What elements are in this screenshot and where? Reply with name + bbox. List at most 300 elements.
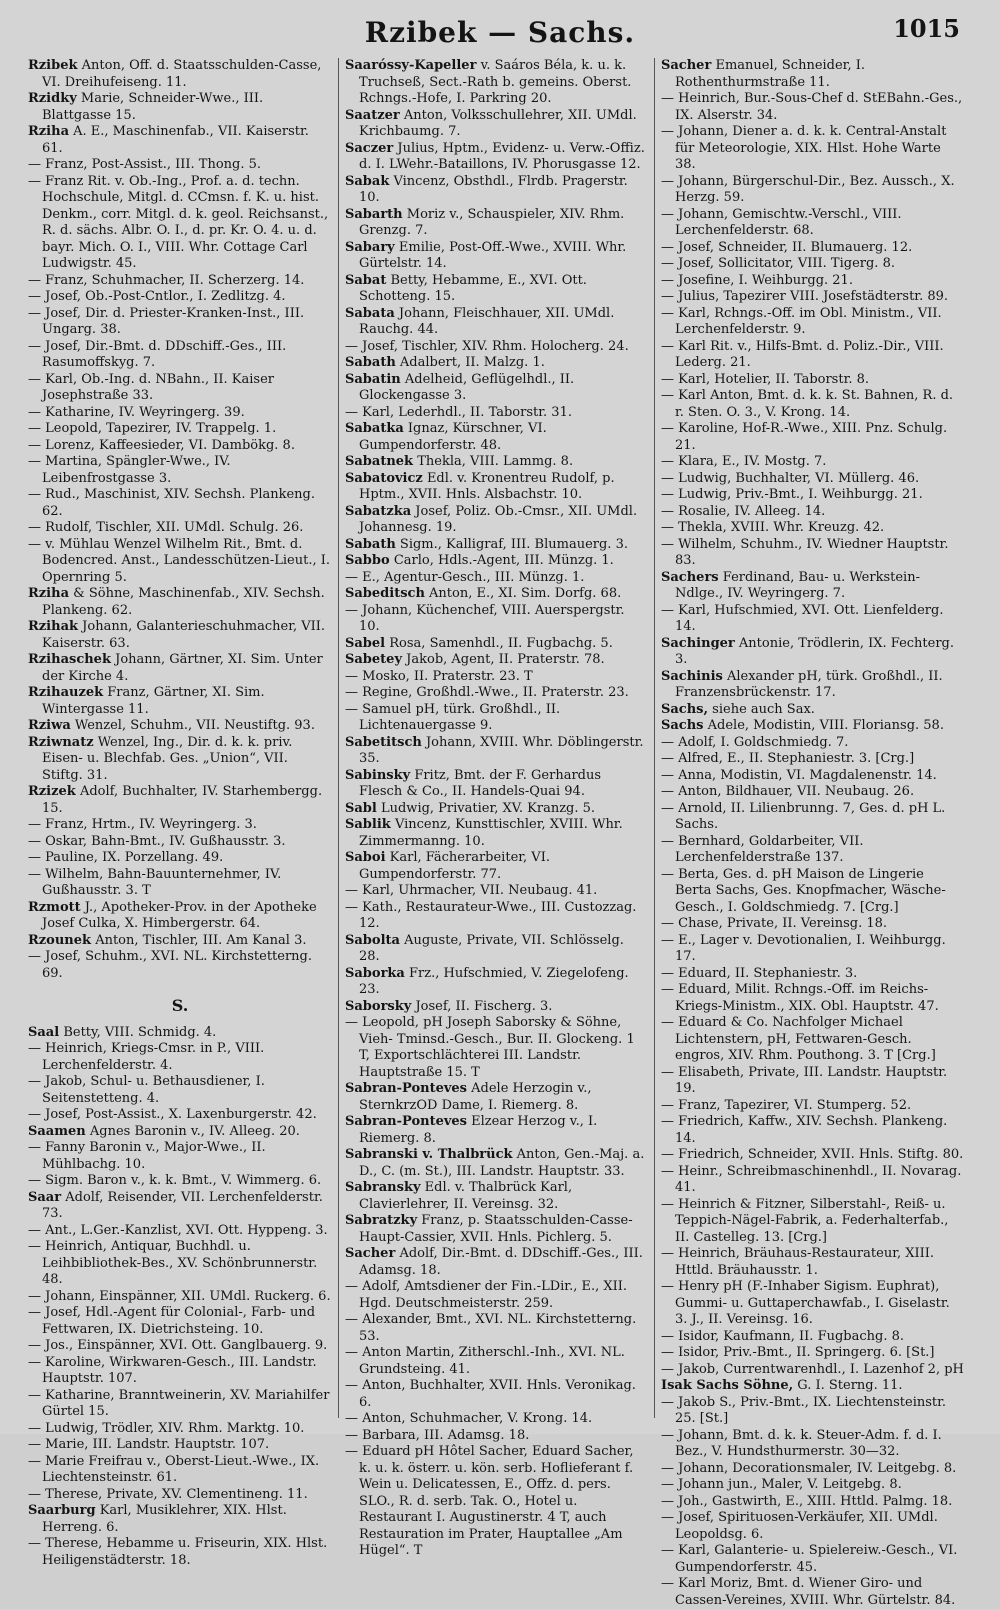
entry-details: — Heinrich, Bräuhaus-Restaurateur, XIII. Httld. Bräuhausstr. 1. (661, 1246, 935, 1278)
entry-surname: Saczer (345, 140, 394, 156)
entry-details: — Karl, Lederhdl., II. Taborstr. 31. (345, 404, 572, 420)
directory-entry (28, 1355, 332, 1388)
entry-details: Auguste, Private, VII. Schlösselg. 28. (359, 932, 624, 964)
directory-entry (345, 537, 648, 554)
directory-entry (28, 1305, 332, 1338)
directory-entry (345, 1147, 648, 1180)
entry-details: — Franz, Tapezirer, VI. Stumperg. 52. (661, 1097, 912, 1113)
directory-entry (28, 1487, 332, 1504)
entry-details: — Bernhard, Goldarbeiter, VII. Lerchenfelderstraße 137. (661, 833, 864, 865)
entry-details: Adele, Modistin, VIII. Floriansg. 58. (707, 718, 944, 733)
entry-details: — Alfred, E., II. Stephaniestr. 3. [Crg.] (661, 751, 915, 766)
directory-entry (661, 339, 964, 372)
directory-entry (345, 900, 648, 933)
directory-entry (28, 718, 332, 735)
directory-entry (345, 355, 648, 372)
directory-entry (345, 141, 648, 174)
entry-details: — Josef, Tischler, XIV. Rhm. Holocherg. 24. (345, 338, 629, 354)
entry-surname: Sabarth (345, 206, 403, 222)
directory-entry (28, 58, 332, 91)
entry-details: — Josef, Spirituosen-Verkäufer, XII. UMdl. Leopoldsg. 6. (661, 1510, 938, 1542)
directory-entry (661, 1494, 964, 1511)
page-title: Rzibek — Sachs. (364, 16, 636, 49)
directory-entry (345, 636, 648, 653)
directory-entry (345, 240, 648, 273)
entry-details: — Isidor, Priv.-Bmt., II. Springerg. 6. [St.] (661, 1345, 935, 1360)
entry-details: Wenzel, Schuhm., VII. Neustiftg. 93. (74, 718, 315, 733)
entry-details: — Josef, Ob.-Post-Cntlor., I. Zedlitzg. 4. (28, 289, 286, 304)
entry-details: — Ludwig, Trödler, XIV. Rhm. Marktg. 10. (28, 1420, 305, 1436)
entry-surname: Sabary (345, 239, 395, 255)
entry-details: — Anton, Schuhmacher, V. Krong. 14. (345, 1411, 593, 1426)
entry-details: Adolf, Buchhalter, IV. Starhembergg. 15. (42, 784, 323, 816)
directory-entry (28, 157, 332, 174)
entry-details: — Josef, Schuhm., XVI. NL. Kirchstetterng. 69. (28, 949, 313, 981)
directory-entry (661, 91, 964, 124)
directory-entry (661, 207, 964, 240)
entry-details: — Franz Rit. v. Ob.-Ing., Prof. a. d. techn. Hochschule, Mitgl. d. CCmsn. f. K. u. hist. Denkm., corr. Mitgl. d. k. geol. Reichsanst., R. d. sächs. Albr. O. I., d. pr. Kr. O. 4. u. d. bayr. Mich. O. I., VIII. Whr. Cottage Carl Ludwigstr. 45. (28, 173, 329, 271)
entry-details: — Johann, Diener a. d. k. k. Central-Anstalt für Meteorologie, XIX. Hlst. Hohe Warte 38. (661, 124, 947, 172)
directory-entry (661, 520, 964, 537)
entry-details: G. I. Sterng. 11. (797, 1378, 903, 1393)
entry-details: — Eduard, II. Stephaniestr. 3. (661, 965, 858, 981)
entry-surname: Rziwnatz (28, 734, 94, 750)
entry-surname: Sabratzky (345, 1213, 418, 1228)
entry-details: Adolf, Dir.-Bmt. d. DDschiff.-Ges., III. Adamsg. 18. (359, 1246, 643, 1278)
entry-details: — Karl Anton, Bmt. d. k. k. St. Bahnen, R. d. r. Sten. O. 3., V. Krong. 14. (661, 388, 954, 420)
directory-entry (28, 405, 332, 422)
directory-entry (661, 1395, 964, 1428)
entry-surname: Sacher (345, 1246, 396, 1261)
entry-details: — Johann, Einspänner, XII. UMdl. Ruckerg. 6. (28, 1288, 331, 1304)
directory-entry (345, 850, 648, 883)
entry-details: — Adolf, I. Goldschmiedg. 7. (661, 734, 849, 750)
directory-entry (28, 1338, 332, 1355)
entry-details: — Fanny Baronin v., Major-Wwe., II. Mühlbachg. 10. (28, 1140, 266, 1172)
entry-details: — Jakob S., Priv.-Bmt., IX. Liechtensteinstr. 25. [St.] (661, 1394, 947, 1426)
entry-details: — v. Mühlau Wenzel Wilhelm Rit., Bmt. d. Bodencred. Anst., Landesschützen-Lieut., I. Opernring 5. (28, 536, 331, 585)
entry-details: Edl. v. Kronentreu Rudolf, p. Hptm., XVII. Hnls. Alsbachstr. 10. (359, 470, 615, 502)
directory-entry (28, 652, 332, 685)
entry-details: Johann, XVIII. Whr. Döblingerstr. 35. (359, 734, 644, 766)
entry-details: — Eduard pH Hôtel Sacher, Eduard Sacher, k. u. k. österr. u. kön. serb. Hoflieferant f. Wein u. Delicatessen, E., Offz. d. pers. SLO., R. d. serb. Tak. O., Hotel u. Restaurant I. Augustinerstr. 4 T, auch Restauration im Prater, Hauptallee „Am Hügel“. T (345, 1444, 634, 1558)
directory-entry (28, 372, 332, 405)
entry-details: — Karl, Galanterie- u. Spielereiw.-Gesch., VI. Gumpendorferstr. 45. (661, 1543, 958, 1575)
entry-details: — Franz, Schuhmacher, II. Scherzerg. 14. (28, 272, 305, 288)
directory-entry (661, 1378, 964, 1395)
directory-entry (661, 240, 964, 257)
entry-details: — E., Agentur-Gesch., III. Münzg. 1. (345, 569, 585, 585)
entry-surname: Sabel (345, 635, 386, 651)
entry-surname: Sabatnek (345, 454, 414, 469)
entry-surname: Sabl (345, 800, 377, 816)
directory-entry (345, 1246, 648, 1279)
directory-entry (28, 537, 332, 587)
column-middle (338, 58, 654, 1558)
directory-entry (661, 1345, 964, 1362)
entry-surname: Saboi (345, 850, 386, 865)
entry-details: v. Saáros Béla, k. u. k. Truchseß, Sect.-Rath b. gemeins. Oberst. Rchngs.-Hofe, I. Parkring 20. (359, 58, 632, 106)
directory-entry (661, 982, 964, 1015)
directory-entry (345, 207, 648, 240)
entry-details: — Anna, Modistin, VI. Magdalenenstr. 14. (661, 767, 937, 783)
directory-entry (28, 834, 332, 851)
entry-details: — Franz, Post-Assist., III. Thong. 5. (28, 157, 262, 172)
directory-entry (28, 735, 332, 785)
entry-details: J., Apotheker-Prov. in der Apotheke Josef Culka, X. Himbergerstr. 64. (42, 899, 317, 931)
entry-surname: Sabatovicz (345, 470, 423, 486)
entry-details: — Josef, Schneider, II. Blumauerg. 12. (661, 239, 913, 255)
entry-surname: Sachinis (661, 668, 723, 684)
directory-entry (28, 174, 332, 273)
entry-details: — Josefine, I. Weihburgg. 21. (661, 272, 853, 288)
directory-entry (661, 1098, 964, 1115)
entry-details: — Pauline, IX. Porzellang. 49. (28, 850, 224, 865)
entry-details: siehe auch Sax. (712, 701, 815, 717)
entry-surname: Saamen (28, 1123, 86, 1139)
entry-surname: Sablik (345, 817, 391, 832)
entry-details: — Therese, Hebamme u. Friseurin, XIX. Hlst. Heiligenstädterstr. 18. (28, 1536, 328, 1568)
directory-entry (345, 702, 648, 735)
entry-details: — Ludwig, Buchhalter, VI. Müllerg. 46. (661, 470, 920, 486)
entry-details: — Rosalie, IV. Alleeg. 14. (661, 503, 826, 519)
entry-details: Adalbert, II. Malzg. 1. (399, 355, 545, 370)
page-number: 1015 (893, 14, 960, 43)
directory-entry (661, 966, 964, 983)
directory-entry (661, 1279, 964, 1329)
entry-details: — Isidor, Kaufmann, II. Fugbachg. 8. (661, 1328, 904, 1344)
directory-entry (28, 306, 332, 339)
entry-surname: Sabbo (345, 553, 390, 568)
directory-entry (28, 454, 332, 487)
directory-entry (345, 405, 648, 422)
entry-surname: Isak Sachs Söhne, (661, 1378, 794, 1393)
directory-entry (28, 619, 332, 652)
directory-entry (28, 1140, 332, 1173)
entry-details: — E., Lager v. Devotionalien, I. Weihburgg. 17. (661, 932, 946, 964)
entry-details: — Barbara, III. Adamsg. 18. (345, 1427, 530, 1443)
entry-details: Anton, Off. d. Staatsschulden-Casse, VI. Dreihufeisen​g. 11. (42, 58, 322, 90)
directory-entry (661, 537, 964, 570)
entry-details: Betty, Hebamme, E., XVI. Ott. Schotteng. 15. (359, 272, 587, 304)
entry-details: — Wilhelm, Bahn-Bauunternehmer, IV. Gußhausstr. 3. T (28, 866, 282, 898)
directory-entry (345, 801, 648, 818)
directory-entry (661, 124, 964, 174)
directory-entry (661, 1543, 964, 1576)
entry-details: — Karl Rit. v., Hilfs-Bmt. d. Poliz.-Dir., VIII. Lederg. 21. (661, 338, 944, 370)
directory-entry (28, 1190, 332, 1223)
entry-details: — Heinrich & Fitzner, Silberstahl-, Reiß- u. Teppich-Nägel-Fabrik, a. Federhalterfab., II. Castelleg. 13. [Crg.] (661, 1196, 949, 1245)
directory-entry (345, 685, 648, 702)
directory-entry (345, 999, 648, 1016)
entry-details: Wenzel, Ing., Dir. d. k. k. priv. Eisen- u. Blechfab. Ges. „Union“, VII. Stiftg. 31. (42, 734, 293, 783)
entry-details: Adelheid, Geflügelhdl., II. Glockengasse 3. (359, 371, 575, 403)
directory-entry (345, 1015, 648, 1081)
entry-details: Fritz, Bmt. der F. Gerhardus Flesch & Co., II. Handels-Quai 94. (359, 767, 602, 799)
entry-surname: Saborsky (345, 998, 412, 1014)
directory-entry (345, 58, 648, 108)
directory-entry (345, 1213, 648, 1246)
directory-entry (661, 768, 964, 785)
directory-entry (661, 504, 964, 521)
directory-entry (345, 966, 648, 999)
directory-entry (28, 520, 332, 537)
entry-surname: Sachers (661, 569, 719, 585)
entry-details: A. E., Maschinenfab., VII. Kaiserstr. 61. (42, 124, 309, 156)
entry-surname: Rziwa (28, 718, 71, 733)
entry-surname: Sabran-Ponteves (345, 1114, 467, 1129)
directory-entry (345, 471, 648, 504)
entry-details: Vincenz, Obsthdl., Flrdb. Pragerstr. 10. (359, 173, 628, 205)
directory-entry (345, 735, 648, 768)
entry-details: — Ant., L.Ger.-Kanzlist, XVI. Ott. Hyppeng. 3. (28, 1222, 328, 1238)
directory-entry (661, 454, 964, 471)
entry-details: — Wilhelm, Schuhm., IV. Wiedner Hauptstr. 83. (661, 536, 949, 568)
entry-details: — Alexander, Bmt., XVI. NL. Kirchstetterng. 53. (345, 1312, 637, 1344)
directory-entry (345, 339, 648, 356)
entry-details: Agnes Baronin v., IV. Alleeg. 20. (89, 1123, 300, 1139)
directory-entry (345, 504, 648, 537)
entry-surname: Rzizek (28, 784, 76, 799)
entry-details: Emilie, Post-Off.-Wwe., XVIII. Whr. Gürtelstr. 14. (359, 239, 627, 271)
entry-details: — Ludwig, Priv.-Bmt., I. Weihburgg. 21. (661, 487, 923, 502)
entry-details: — Johann jun., Maler, V. Leitgebg. 8. (661, 1477, 902, 1492)
entry-details: — Katharine, IV. Weyringerg. 39. (28, 404, 245, 420)
entry-details: — Karl, Hufschmied, XVI. Ott. Lienfelderg. 14. (661, 602, 944, 634)
entry-surname: Sabinsky (345, 767, 411, 783)
entry-surname: Rzmott (28, 899, 81, 915)
entry-details: — Johann, Bürgerschul-Dir., Bez. Aussch., X. Herzg. 59. (661, 173, 955, 205)
entry-details: & Söhne, Maschinenfab., XIV. Sechsh. Plankeng. 62. (42, 586, 325, 618)
directory-entry (28, 339, 332, 372)
directory-entry (345, 768, 648, 801)
entry-details: Adolf, Reisender, VII. Lerchenfelderstr. 73. (42, 1189, 323, 1221)
entry-details: Karl, Fächerarbeiter, VI. Gumpendorferstr. 77. (359, 850, 550, 882)
entry-surname: Sacher (661, 58, 712, 73)
directory-entry (28, 949, 332, 982)
entry-surname: Saaróssy-Kapeller (345, 58, 477, 73)
directory-entry (28, 1107, 332, 1124)
directory-entry (661, 933, 964, 966)
entry-details: — Jakob, Schul- u. Bethausdiener, I. Seitenstetteng. 4. (28, 1074, 265, 1106)
directory-entry (661, 570, 964, 603)
entry-details: Vincenz, Kunsttischler, XVIII. Whr. Zimmermanng. 10. (359, 817, 623, 849)
entry-surname: Sabatin (345, 371, 401, 387)
entry-surname: Rzihak (28, 619, 79, 634)
directory-entry (28, 1239, 332, 1289)
entry-surname: Sabran-Ponteves (345, 1081, 467, 1096)
directory-entry (661, 1164, 964, 1197)
entry-surname: Sabak (345, 173, 390, 189)
entry-details: — Karl, Uhrmacher, VII. Neubaug. 41. (345, 883, 598, 898)
directory-entry (661, 735, 964, 752)
entry-details: Emanuel, Schneider, I. Rothenthurmstraße 11. (675, 58, 865, 90)
entry-details: — Leopold, pH Joseph Saborsky & Söhne, Vieh- Tminsd.-Gesch., Bur. II. Glockeng. 1 T, Exportschlächterei III. Landstr. Hauptstraße 15. T (345, 1015, 635, 1080)
directory-entry (345, 306, 648, 339)
directory-entry (345, 652, 648, 669)
directory-entry (661, 636, 964, 669)
directory-entry (661, 702, 964, 719)
entry-details: — Marie, III. Landstr. Hauptstr. 107. (28, 1437, 270, 1452)
directory-entry (28, 1223, 332, 1240)
directory-entry (28, 1074, 332, 1107)
entry-surname: Sabransky (345, 1180, 421, 1195)
entry-surname: Sabata (345, 305, 395, 321)
entry-details: — Thekla, XVIII. Whr. Kreuzg. 42. (661, 520, 885, 535)
entry-details: Karl, Musiklehrer, XIX. Hlst. Herreng. 6. (42, 1503, 287, 1535)
entry-details: — Heinrich, Kriegs-Cmsr. in P., VIII. Lerchenfelderstr. 4. (28, 1041, 265, 1073)
column-right (654, 58, 970, 1608)
entry-surname: Saal (28, 1024, 60, 1040)
entry-details: Adele Herzogin v., SternkrzOD Dame, I. Riemerg. 8. (359, 1081, 592, 1113)
directory-entry (661, 289, 964, 306)
entry-details: Anton, Gen.-Maj. a. D., C. (m. St.), III. Landstr. Hauptstr. 33. (359, 1147, 645, 1179)
entry-surname: Saarburg (28, 1503, 96, 1518)
directory-entry (345, 570, 648, 587)
directory-entry (28, 1454, 332, 1487)
directory-entry (28, 1025, 332, 1042)
directory-entry (661, 388, 964, 421)
entry-details: — Jakob, Currentwarenhdl., I. Lazenhof 2, pH (661, 1361, 964, 1377)
entry-details: — Arnold, II. Lilienbrunng. 7, Ges. d. pH L. Sachs. (661, 800, 946, 832)
entry-details: — Anton, Buchhalter, XVII. Hnls. Veronikag. 6. (345, 1378, 636, 1410)
entry-details: — Mosko, II. Praterstr. 23. T (345, 668, 533, 684)
entry-details: — Karoline, Hof-R.-Wwe., XIII. Pnz. Schulg. 21. (661, 421, 948, 453)
directory-entry (28, 586, 332, 619)
directory-entry (661, 669, 964, 702)
entry-details: — Friedrich, Schneider, XVII. Hnls. Stiftg. 80. (661, 1147, 964, 1162)
entry-details: — Karl, Hotelier, II. Taborstr. 8. (661, 371, 870, 387)
entry-details: Antonie, Trödlerin, IX. Fechterg. 3. (675, 635, 955, 667)
directory-entry (28, 1173, 332, 1190)
entry-details: — Samuel pH, türk. Großhdl., II. Lichtenauergasse 9. (345, 701, 561, 733)
directory-entry (28, 1437, 332, 1454)
entry-details: — Leopold, Tapezirer, IV. Trappelg. 1. (28, 421, 277, 436)
entry-surname: Saar (28, 1189, 62, 1205)
directory-entry (661, 487, 964, 504)
entry-details: Betty, VIII. Schmidg. 4. (63, 1024, 217, 1040)
entry-surname: Sabeditsch (345, 586, 425, 601)
directory-entry (661, 1461, 964, 1478)
entry-surname: Sachinger (661, 635, 735, 651)
directory-entry (28, 685, 332, 718)
entry-surname: Sabetitsch (345, 734, 422, 750)
directory-entry (345, 1114, 648, 1147)
entry-details: Julius, Hptm., Evidenz- u. Verw.-Offiz. d. I. LWehr.-Bataillons, IV. Phorusgasse 12. (359, 140, 645, 172)
column-left (22, 58, 338, 1568)
entry-details: — Martina, Spängler-Wwe., IV. Leibenfrostgasse 3. (28, 454, 231, 486)
entry-details: Johann, Galanterieschuhmacher, VII. Kaiserstr. 63. (42, 619, 326, 651)
directory-entry (345, 1180, 648, 1213)
entry-details: — Franz, Hrtm., IV. Weyringerg. 3. (28, 817, 257, 832)
directory-entry (345, 174, 648, 207)
directory-entry (661, 1428, 964, 1461)
entry-details: Johann, Fleischhauer, XII. UMdl. Rauchg. 44. (359, 305, 615, 337)
entry-details: Sigm., Kalligraf, III. Blumauerg. 3. (399, 536, 628, 552)
entry-details: — Josef, Hdl.-Agent für Colonial-, Farb- und Fettwaren, IX. Dietrichsteing. 10. (28, 1305, 316, 1337)
directory-entry (28, 933, 332, 950)
entry-details: — Anton, Bildhauer, VII. Neubaug. 26. (661, 784, 915, 799)
entry-details: — Josef, Sollicitator, VIII. Tigerg. 8. (661, 256, 895, 271)
directory-entry (28, 784, 332, 817)
directory-entry (661, 372, 964, 389)
directory-entry (28, 1388, 332, 1421)
directory-entry (345, 421, 648, 454)
directory-entry (28, 1503, 332, 1536)
directory-entry (345, 1081, 648, 1114)
directory-entry (661, 718, 964, 735)
directory-entry (28, 1289, 332, 1306)
directory-entry (661, 1246, 964, 1279)
directory-entry (661, 174, 964, 207)
entry-surname: Sabetey (345, 652, 403, 667)
directory-entry (345, 454, 648, 471)
directory-entry (345, 553, 648, 570)
directory-entry (28, 421, 332, 438)
entry-details: Moriz v., Schauspieler, XIV. Rhm. Grenzg. 7. (359, 206, 625, 238)
directory-entry (661, 784, 964, 801)
directory-entry (28, 1041, 332, 1074)
entry-details: Thekla, VIII. Lammg. 8. (417, 454, 574, 469)
entry-surname: Sachs (661, 718, 704, 733)
directory-entry (661, 421, 964, 454)
directory-entry (28, 817, 332, 834)
directory-entry (28, 438, 332, 455)
entry-details: — Johann, Decorationsmaler, IV. Leitgebg. 8. (661, 1460, 957, 1476)
directory-entry (661, 273, 964, 290)
entry-details: — Therese, Private, XV. Clementineng. 11. (28, 1486, 308, 1502)
directory-entry (28, 289, 332, 306)
entry-details: — Lorenz, Kaffeesieder, VI. Dambökg. 8. (28, 437, 295, 453)
entry-details: Ferdinand, Bau- u. Werkstein-Ndlge., IV. Weyringerg. 7. (675, 569, 920, 601)
directory-entry (28, 91, 332, 124)
directory-entry (345, 1279, 648, 1312)
entry-surname: Sabatka (345, 421, 404, 436)
entry-surname: Rzidky (28, 91, 77, 106)
entry-surname: Rziha (28, 586, 69, 601)
entry-details: — Julius, Tapezirer VIII. Josefstädterstr. 89. (661, 289, 949, 304)
directory-entry (661, 1510, 964, 1543)
entry-details: Carlo, Hdls.-Agent, III. Münzg. 1. (393, 553, 614, 568)
entry-details: — Rud., Maschinist, XIV. Sechsh. Plankeng. 62. (28, 487, 316, 519)
directory-entry (345, 1312, 648, 1345)
entry-details: Rosa, Samenhdl., II. Fugbachg. 5. (389, 635, 613, 651)
entry-details: Josef, Poliz. Ob.-Cmsr., XII. UMdl. Johannesg. 19. (359, 503, 638, 535)
entry-details: Frz., Hufschmied, V. Ziegelofeng. 23. (359, 965, 629, 997)
entry-details: — Anton Martin, Zitherschl.-Inh., XVI. NL. Grundsteing. 41. (345, 1345, 625, 1377)
directory-entry (28, 1124, 332, 1141)
entry-surname: Sabolta (345, 932, 400, 948)
page-header (0, 12, 1000, 52)
entry-details: — Josef, Dir. d. Priester-Kranken-Inst., III. Ungarg. 38. (28, 305, 305, 337)
entry-details: — Regine, Großhdl.-Wwe., II. Praterstr. 23. (345, 685, 629, 700)
entry-details: — Heinrich, Bur.-Sous-Chef d. StEBahn.-Ges., IX. Alserstr. 34. (661, 91, 963, 123)
directory-entry (661, 801, 964, 834)
entry-surname: Saborka (345, 965, 405, 981)
entry-details: Ignaz, Kürschner, VI. Gumpendorferstr. 48. (359, 421, 547, 453)
entry-surname: Sabath (345, 355, 396, 370)
entry-details: — Karl, Rchngs.-Off. im Obl. Ministm., VII. Lerchenfelderstr. 9. (661, 305, 942, 337)
entry-surname: Rzihauzek (28, 685, 104, 700)
entry-details: Ludwig, Privatier, XV. Kranzg. 5. (380, 800, 596, 816)
directory-entry (345, 817, 648, 850)
entry-details: Alexander pH, türk. Großhdl., II. Franzensbrückenstr. 17. (675, 668, 943, 700)
entry-details: — Joh., Gastwirth, E., XIII. Httld. Palmg. 18. (661, 1493, 953, 1509)
directory-entry (28, 124, 332, 157)
entry-details: — Josef, Post-Assist., X. Laxenburgerstr. 42. (28, 1107, 317, 1122)
entry-details: Marie, Schneider-Wwe., III. Blattgasse 15. (42, 91, 264, 123)
entry-details: — Heinr., Schreibmaschinenhdl., II. Novarag. 41. (661, 1163, 962, 1195)
